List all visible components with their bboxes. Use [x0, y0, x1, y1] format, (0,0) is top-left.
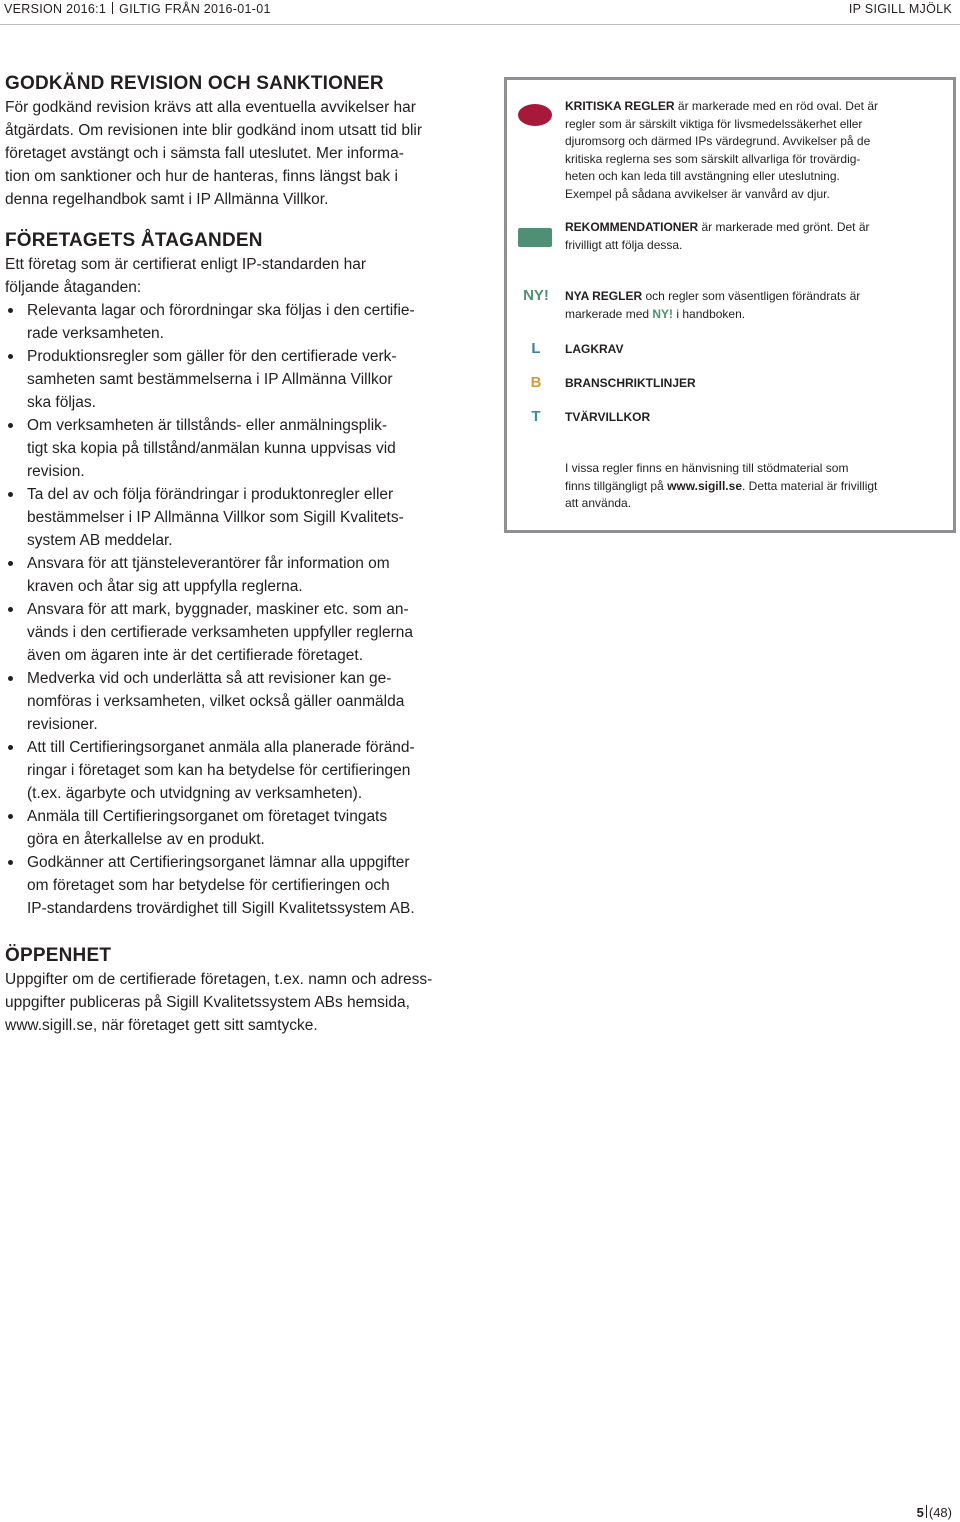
bullet-dot-icon: [8, 814, 13, 819]
text-line: företaget avstängt och i sämsta fall uteslutet. Mer informa-: [5, 145, 404, 162]
total-pages: (48): [928, 1505, 952, 1520]
section-intro: [5, 253, 467, 299]
text-line: Ansvara för att mark, byggnader, maskiner etc. som an-: [27, 601, 409, 618]
text-line: regler som är särskilt viktiga för livsmedelssäkerhet eller: [565, 116, 863, 131]
valid-from-label: GILTIG FRÅN 2016-01-01: [119, 2, 271, 16]
text-line: göra en återkallelse av en produkt.: [27, 831, 265, 848]
current-page: 5: [916, 1505, 924, 1520]
text-line: tion om sanktioner och hur de hanteras, finns längst bak i: [5, 168, 398, 185]
text-line: revision.: [27, 463, 85, 480]
support-link[interactable]: www.sigill.se: [667, 478, 742, 493]
text-line: rade verksamheten.: [27, 325, 164, 342]
header-product: IP SIGILL MJÖLK: [848, 2, 952, 16]
legend-recommend-label: REKOMMENDATIONER: [565, 220, 699, 234]
text-line: om företaget som har betydelse för certifieringen och: [27, 877, 390, 894]
section-company-commitments: [5, 229, 467, 920]
legend-critical-label: KRITISKA REGLER: [565, 99, 675, 113]
section-openness: [5, 944, 475, 1037]
text-line: bestämmelser i IP Allmänna Villkor som Sigill Kvalitets-: [27, 509, 404, 526]
legend-law-label: LAGKRAV: [565, 342, 624, 356]
critical-oval-icon: [518, 104, 552, 126]
text-line: vänds i den certifierade verksamheten uppfyller reglerna: [27, 624, 413, 641]
text-line: nomföras i verksamheten, vilket också gäller oanmälda: [27, 693, 405, 710]
cross-compliance-mark: T: [531, 408, 541, 425]
text-line: markerade med: [565, 306, 653, 321]
legend-support-text: [565, 460, 935, 513]
legend-industry-label: BRANSCHRIKTLINJER: [565, 376, 696, 390]
text-line: även om ägaren inte är det certifierade företaget.: [27, 647, 364, 664]
text-line: kritiska reglerna ses som särskilt allvarliga för trovärdig-: [565, 151, 861, 166]
text-line: Godkänner att Certifieringsorganet lämnar alla uppgifter: [27, 854, 410, 871]
text-line: Ett företag som är certifierat enligt IP-standarden har: [5, 256, 366, 273]
legend-cross-label: TVÄRVILLKOR: [565, 410, 651, 424]
section-body: [5, 968, 475, 1037]
commitments-list: [5, 299, 467, 920]
text-line: revisioner.: [27, 716, 98, 733]
bullet-dot-icon: [8, 561, 13, 566]
commitment-item: [5, 299, 467, 345]
text-line: åtgärdats. Om revisionen inte blir godkänd inom utsatt tid blir: [5, 122, 422, 139]
text-line: i handboken.: [673, 306, 746, 321]
commitment-item: [5, 667, 467, 736]
text-line: samheten samt bestämmelserna i IP Allmänna Villkor: [27, 371, 393, 388]
legend-new-label: NYA REGLER: [565, 289, 643, 303]
text-line: är markerade med grönt. Det är: [698, 220, 870, 234]
section-body: [5, 96, 467, 211]
text-line: IP-standardens trovärdighet till Sigill Kvalitetssystem AB.: [27, 900, 415, 917]
main-column: [5, 72, 467, 920]
header-rule: [0, 24, 960, 25]
section-approved-revision: [5, 72, 467, 211]
section-title: ÖPPENHET: [5, 945, 112, 966]
text-line: Ansvara för att tjänsteleverantörer får information om: [27, 555, 390, 572]
text-line: Anmäla till Certifieringsorganet om företaget tvingats: [27, 808, 388, 825]
commitment-item: [5, 851, 467, 920]
text-line: Att till Certifieringsorganet anmäla alla planerade föränd-: [27, 739, 415, 756]
commitment-item: [5, 483, 467, 552]
new-rule-mark: NY!: [523, 287, 549, 304]
text-line: uppgifter publiceras på Sigill Kvalitetssystem ABs hemsida,: [5, 994, 410, 1011]
header-version: [4, 2, 271, 16]
bullet-dot-icon: [8, 423, 13, 428]
version-label: VERSION 2016:1: [4, 2, 107, 16]
legend-critical-text: [565, 98, 935, 203]
bullet-dot-icon: [8, 745, 13, 750]
text-line: Produktionsregler som gäller för den certifierade verk-: [27, 348, 397, 365]
law-mark: L: [531, 340, 541, 357]
bullet-dot-icon: [8, 354, 13, 359]
commitment-item: [5, 736, 467, 805]
text-line: Relevanta lagar och förordningar ska följas i den certifie-: [27, 302, 415, 319]
text-line: ska följas.: [27, 394, 96, 411]
bullet-dot-icon: [8, 308, 13, 313]
text-line: är markerade med en röd oval. Det är: [674, 99, 878, 113]
text-line: . Detta material är frivilligt: [742, 478, 878, 493]
text-line: denna regelhandbok samt i IP Allmänna Villkor.: [5, 191, 329, 208]
text-line: följande åtaganden:: [5, 279, 142, 296]
text-line: tigt ska kopia på tillstånd/anmälan kunna uppvisas vid: [27, 440, 396, 457]
industry-mark: B: [530, 374, 542, 391]
text-line: Exempel på sådana avvikelser är vanvård av djur.: [565, 186, 830, 201]
page-number: [917, 1505, 952, 1520]
page-header: [0, 0, 960, 26]
legend-box: [504, 77, 956, 533]
text-line: För godkänd revision krävs att alla eventuella avvikelser har: [5, 99, 416, 116]
commitment-item: [5, 345, 467, 414]
text-line: (t.ex. ägarbyte och utvidgning av verksamheten).: [27, 785, 363, 802]
text-line: Om verksamheten är tillstånds- eller anmälningsplik-: [27, 417, 388, 434]
text-line: system AB meddelar.: [27, 532, 173, 549]
legend-new-text: [565, 288, 935, 323]
text-line: heten och kan leda till avstängning eller uteslutning.: [565, 169, 840, 183]
text-line: frivilligt att följa dessa.: [565, 237, 683, 252]
text-line: I vissa regler finns en hänvisning till stödmaterial som: [565, 461, 849, 475]
bullet-dot-icon: [8, 492, 13, 497]
commitment-item: [5, 598, 467, 667]
new-inline-mark: NY!: [652, 306, 674, 321]
commitment-item: [5, 414, 467, 483]
legend-recommend-text: [565, 219, 935, 254]
bullet-dot-icon: [8, 607, 13, 612]
text-line: att använda.: [565, 496, 632, 510]
text-line: Uppgifter om de certifierade företagen, t.ex. namn och adress-: [5, 971, 433, 988]
text-line: Medverka vid och underlätta så att revisioner kan ge-: [27, 670, 392, 687]
recommendation-rect-icon: [518, 228, 552, 247]
header-separator: [112, 2, 113, 14]
bullet-dot-icon: [8, 676, 13, 681]
section-title: GODKÄND REVISION OCH SANKTIONER: [5, 73, 384, 94]
text-line: Ta del av och följa förändringar i produktonregler eller: [27, 486, 394, 503]
text-line: djuromsorg och därmed IPs värdegrund. Avvikelser på de: [565, 134, 871, 148]
text-line: ringar i företaget som kan ha betydelse för certifieringen: [27, 762, 411, 779]
commitment-item: [5, 805, 467, 851]
page-separator: [926, 1505, 927, 1518]
text-line: och regler som väsentligen förändrats är: [642, 289, 861, 303]
commitment-item: [5, 552, 467, 598]
text-line: kraven och åtar sig att uppfylla reglerna.: [27, 578, 303, 595]
text-line: finns tillgängligt på: [565, 478, 668, 493]
text-line: www.sigill.se, när företaget gett sitt samtycke.: [5, 1017, 318, 1034]
bullet-dot-icon: [8, 860, 13, 865]
section-title: FÖRETAGETS ÅTAGANDEN: [5, 230, 263, 251]
